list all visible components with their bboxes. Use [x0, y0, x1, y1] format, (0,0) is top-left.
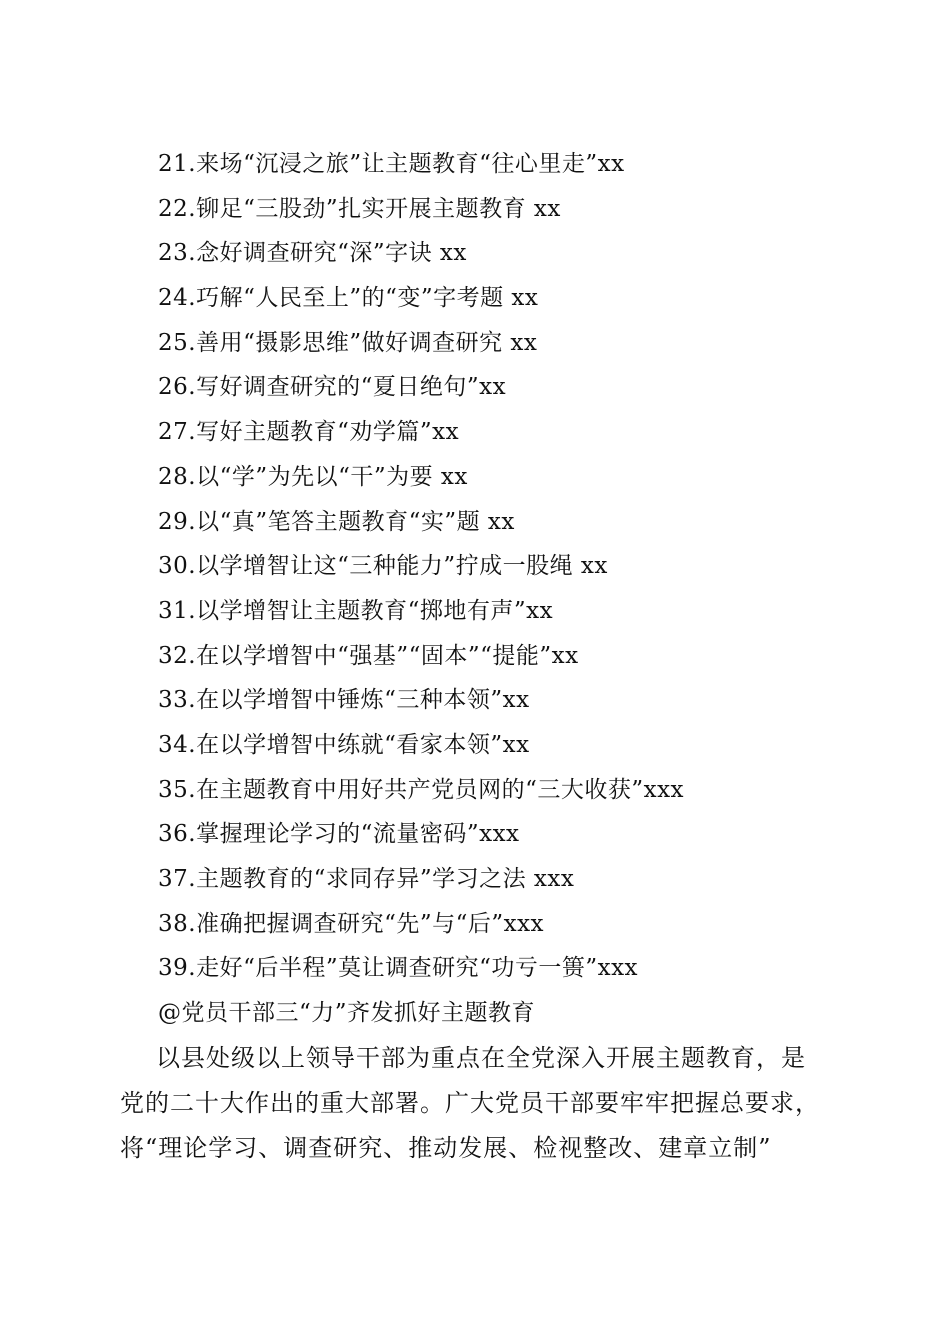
toc-item: 28.以“学”为先以“干”为要 xx: [158, 463, 468, 490]
toc-list: [158, 142, 858, 991]
toc-item: 31.以学增智让主题教育“掷地有声”xx: [158, 597, 554, 624]
toc-item: 22.铆足“三股劲”扎实开展主题教育 xx: [158, 195, 561, 222]
toc-item: 27.写好主题教育“劝学篇”xx: [158, 419, 460, 446]
toc-item: 36.掌握理论学习的“流量密码”xxx: [158, 821, 520, 848]
toc-item: 34.在以学增智中练就“看家本领”xx: [158, 731, 530, 758]
section-heading: @党员干部三“力”齐发抓好主题教育: [158, 1000, 536, 1026]
toc-item: 25.善用“摄影思维”做好调查研究 xx: [158, 329, 538, 356]
toc-item: 30.以学增智让这“三种能力”拧成一股绳 xx: [158, 553, 608, 580]
body-paragraph: [120, 1036, 835, 1171]
toc-item: 38.准确把握调查研究“先”与“后”xxx: [158, 910, 545, 937]
toc-item: 37.主题教育的“求同存异”学习之法 xxx: [158, 866, 575, 892]
toc-item: 29.以“真”笔答主题教育“实”题 xx: [158, 508, 515, 535]
toc-item: 21.来场“沉浸之旅”让主题教育“往心里走”xx: [158, 151, 625, 177]
toc-item: 23.念好调查研究“深”字诀 xx: [158, 240, 467, 267]
toc-item: 32.在以学增智中“强基”“固本”“提能”xx: [158, 642, 579, 669]
toc-item: 26.写好调查研究的“夏日绝句”xx: [158, 374, 507, 401]
paragraph-line: 党的二十大作出的重大部署。广大党员干部要牢牢把握总要求，: [120, 1089, 820, 1117]
paragraph-line: 将“理论学习、调查研究、推动发展、检视整改、建章立制”: [120, 1134, 772, 1162]
toc-item: 33.在以学增智中锤炼“三种本领”xx: [158, 687, 530, 714]
toc-item: 35.在主题教育中用好共产党员网的“三大收获”xxx: [158, 776, 685, 803]
paragraph-line: 以县处级以上领导干部为重点在全党深入开展主题教育，是: [156, 1044, 806, 1072]
toc-item: 24.巧解“人民至上”的“变”字考题 xx: [158, 285, 539, 312]
toc-item: 39.走好“后半程”莫让调查研究“功亏一篑”xxx: [158, 955, 639, 982]
